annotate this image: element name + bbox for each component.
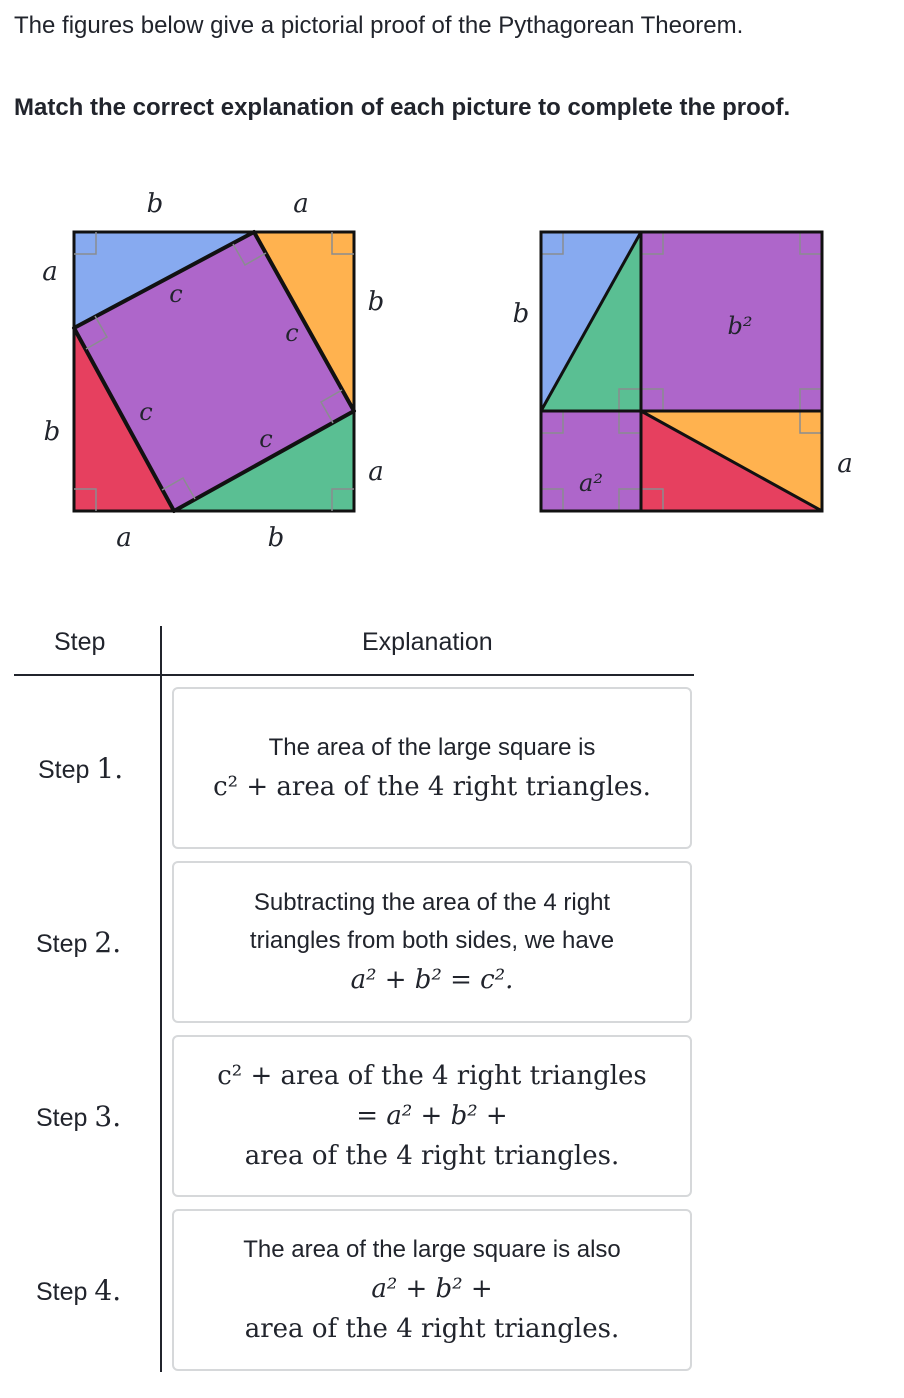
card-2-line-2: triangles from both sides, we have bbox=[249, 927, 615, 954]
card-3-line-1: c² + area of the 4 right triangles bbox=[217, 1061, 647, 1091]
right-square-figure bbox=[513, 232, 853, 511]
card-1-line-2: c² + area of the 4 right triangles. bbox=[213, 772, 651, 802]
label-c-right: c bbox=[285, 319, 299, 347]
step-2-label: Step 2. bbox=[36, 926, 122, 959]
header-explanation: Explanation bbox=[362, 628, 493, 656]
intro-text: The figures below give a pictorial proof of the Pythagorean Theorem. bbox=[14, 12, 744, 39]
explanation-card-4[interactable] bbox=[172, 1209, 692, 1371]
label-top-b: b bbox=[146, 189, 164, 219]
left-square-svg bbox=[0, 0, 904, 600]
step-1-label: Step 1. bbox=[38, 752, 124, 785]
label-left-a: a bbox=[42, 257, 58, 287]
label-c-left: c bbox=[139, 398, 153, 426]
table-header-divider bbox=[14, 674, 694, 676]
card-4-line-3: area of the 4 right triangles. bbox=[244, 1314, 620, 1344]
label-top-a: a bbox=[293, 189, 309, 219]
label-right-fig-b: b bbox=[512, 299, 530, 329]
card-3-line-2: = a² + b² + bbox=[356, 1101, 508, 1131]
card-4-line-2: a² + b² + bbox=[371, 1274, 493, 1304]
label-right-fig-a: a bbox=[837, 449, 853, 479]
label-right-b: b bbox=[367, 287, 385, 317]
label-bottom-a: a bbox=[116, 523, 132, 553]
label-c-top: c bbox=[169, 280, 183, 308]
explanation-card-3[interactable] bbox=[172, 1035, 692, 1197]
step-3-label: Step 3. bbox=[36, 1100, 122, 1133]
card-4-line-1: The area of the large square is also bbox=[243, 1236, 621, 1263]
label-bottom-b: b bbox=[267, 523, 285, 553]
label-left-b: b bbox=[43, 417, 61, 447]
label-b-squared: b² bbox=[727, 312, 753, 340]
instruction-text: Match the correct explanation of each picture to complete the proof. bbox=[14, 94, 791, 121]
explanation-card-2[interactable] bbox=[172, 861, 692, 1023]
step-4-label: Step 4. bbox=[36, 1274, 122, 1307]
label-c-bottom: c bbox=[259, 425, 273, 453]
label-a-squared: a² bbox=[579, 469, 603, 497]
card-3-line-3: area of the 4 right triangles. bbox=[244, 1141, 620, 1171]
left-square-figure bbox=[0, 0, 904, 600]
card-2-line-3: a² + b² = c². bbox=[350, 965, 514, 995]
explanation-card-1[interactable] bbox=[172, 687, 692, 849]
card-2-line-1: Subtracting the area of the 4 right bbox=[253, 889, 611, 916]
table-column-divider bbox=[160, 626, 162, 1372]
label-right-a: a bbox=[368, 457, 384, 487]
card-1-line-1: The area of the large square is bbox=[268, 734, 596, 761]
header-step: Step bbox=[54, 628, 106, 656]
